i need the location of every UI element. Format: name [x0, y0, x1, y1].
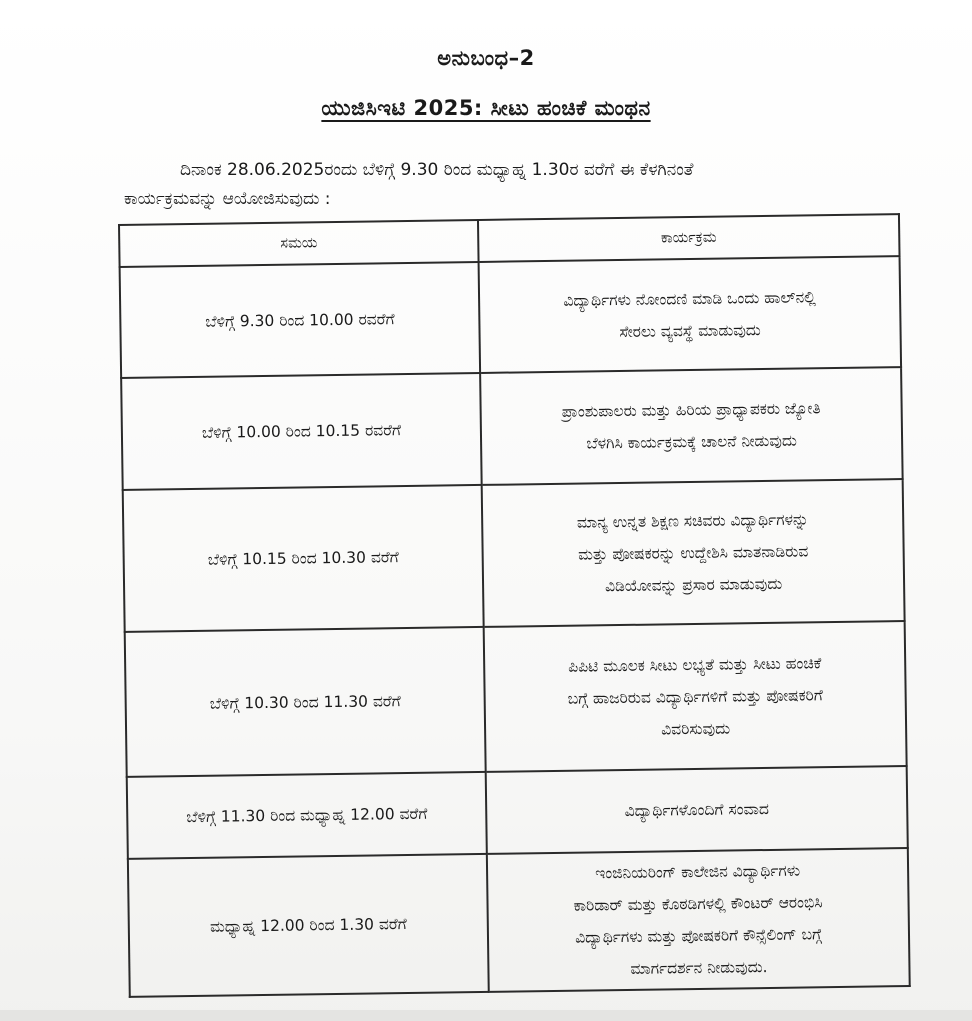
time-cell: ಬೆಳಿಗ್ಗೆ 10.30 ರಿಂದ 11.30 ವರೆಗೆ	[125, 627, 486, 777]
programme-line: ವಿದ್ಯಾರ್ಥಿಗಳು ಮತ್ತು ಪೋಷಕರಿಗೆ ಕೌನ್ಸೆಲಿಂಗ್ ಬಗ್ಗೆ	[575, 925, 823, 947]
schedule-table	[118, 213, 911, 998]
programme-cell	[484, 621, 907, 772]
programme-cell	[479, 256, 901, 373]
time-cell: ಮಧ್ಯಾಹ್ನ 12.00 ರಿಂದ 1.30 ವರೆಗೆ	[128, 854, 489, 997]
page-bottom-edge	[0, 1010, 972, 1021]
programme-line: ಇಂಜಿನಿಯರಿಂಗ್ ಕಾಲೇಜಿನ ವಿದ್ಯಾರ್ಥಿಗಳು	[595, 861, 801, 883]
programme-line: ಮಾನ್ಯ ಉನ್ನತ ಶಿಕ್ಷಣ ಸಚಿವರು ವಿದ್ಯಾರ್ಥಿಗಳನ್ನು	[576, 510, 809, 532]
document-title: ಯುಜಿಸಿಇಟಿ 2025: ಸೀಟು ಹಂಚಿಕೆ ಮಂಥನ	[321, 96, 651, 120]
intro-line-1: ದಿನಾಂಕ 28.06.2025ರಂದು ಬೆಳಿಗ್ಗೆ 9.30 ರಿಂದ ಮಧ್ಯಾಹ್ನ 1.30ರ ವರೆಗೆ ಈ ಕೆಳಗಿನಂತೆ	[180, 160, 694, 180]
intro-line-2: ಕಾರ್ಯಕ್ರಮವನ್ನು ಆಯೋಜಿಸುವುದು :	[124, 189, 331, 209]
table-row	[127, 766, 908, 859]
time-cell: ಬೆಳಿಗ್ಗೆ 10.15 ರಿಂದ 10.30 ವರೆಗೆ	[123, 485, 484, 632]
programme-line: ವಿದ್ಯಾರ್ಥಿಗಳು ನೋಂದಣಿ ಮಾಡಿ ಒಂದು ಹಾಲ್‌ನಲ್ಲಿ	[563, 287, 816, 310]
programme-line: ವಿದ್ಯಾರ್ಥಿಗಳೊಂದಿಗೆ ಸಂವಾದ	[624, 799, 770, 820]
programme-cell	[482, 479, 905, 627]
time-cell: ಬೆಳಿಗ್ಗೆ 11.30 ರಿಂದ ಮಧ್ಯಾಹ್ನ 12.00 ವರೆಗೆ	[127, 772, 487, 859]
programme-column-header: ಕಾರ್ಯಕ್ರಮ	[478, 214, 899, 262]
programme-line: ಸೇರಲು ವ್ಯವಸ್ಥೆ ಮಾಡುವುದು	[619, 320, 761, 341]
table-row	[120, 256, 901, 378]
programme-line: ಪಿಪಿಟಿ ಮೂಲಕ ಸೀಟು ಲಭ್ಯತೆ ಮತ್ತು ಸೀಟು ಹಂಚಿಕೆ	[568, 653, 822, 676]
time-column-header: ಸಮಯ	[119, 220, 479, 267]
table-row	[123, 479, 905, 632]
annex-heading: ಅನುಬಂಧ–2	[437, 46, 535, 70]
table-row	[125, 621, 907, 777]
programme-cell	[480, 367, 902, 485]
programme-line: ವಿವರಿಸುವುದು	[661, 719, 731, 738]
time-cell: ಬೆಳಿಗ್ಗೆ 9.30 ರಿಂದ 10.00 ರವರೆಗೆ	[120, 262, 481, 378]
table-row	[128, 848, 910, 997]
programme-line: ಮತ್ತು ಪೋಷಕರನ್ನು ಉದ್ದೇಶಿಸಿ ಮಾತನಾಡಿರುವ	[578, 542, 809, 564]
programme-line: ಪ್ರಾಂಶುಪಾಲರು ಮತ್ತು ಹಿರಿಯ ಪ್ರಾಧ್ಯಾಪಕರು ಜ್ಯೋತಿ	[561, 399, 821, 421]
programme-line: ಕಾರಿಡಾರ್ ಮತ್ತು ಕೊಠಡಿಗಳಲ್ಲಿ ಕೌಂಟರ್ ಆರಂಭಿಸಿ	[573, 893, 823, 915]
programme-cell	[487, 848, 910, 992]
programme-line: ಬೆಳಗಿಸಿ ಕಾರ್ಯಕ್ರಮಕ್ಕೆ ಚಾಲನೆ ನೀಡುವುದು	[586, 431, 797, 453]
programme-line: ಮಾರ್ಗದರ್ಶನ ನೀಡುವುದು.	[630, 958, 768, 978]
programme-line: ಬಗ್ಗೆ ಹಾಜರಿರುವ ವಿದ್ಯಾರ್ಥಿಗಳಿಗೆ ಮತ್ತು ಪೋಷಕರಿಗೆ	[567, 685, 823, 708]
time-cell: ಬೆಳಿಗ್ಗೆ 10.00 ರಿಂದ 10.15 ರವರೆಗೆ	[121, 373, 482, 490]
programme-line: ವಿಡಿಯೋವನ್ನು ಪ್ರಸಾರ ಮಾಡುವುದು	[604, 574, 783, 596]
table-row	[121, 367, 902, 490]
programme-cell	[486, 766, 908, 854]
